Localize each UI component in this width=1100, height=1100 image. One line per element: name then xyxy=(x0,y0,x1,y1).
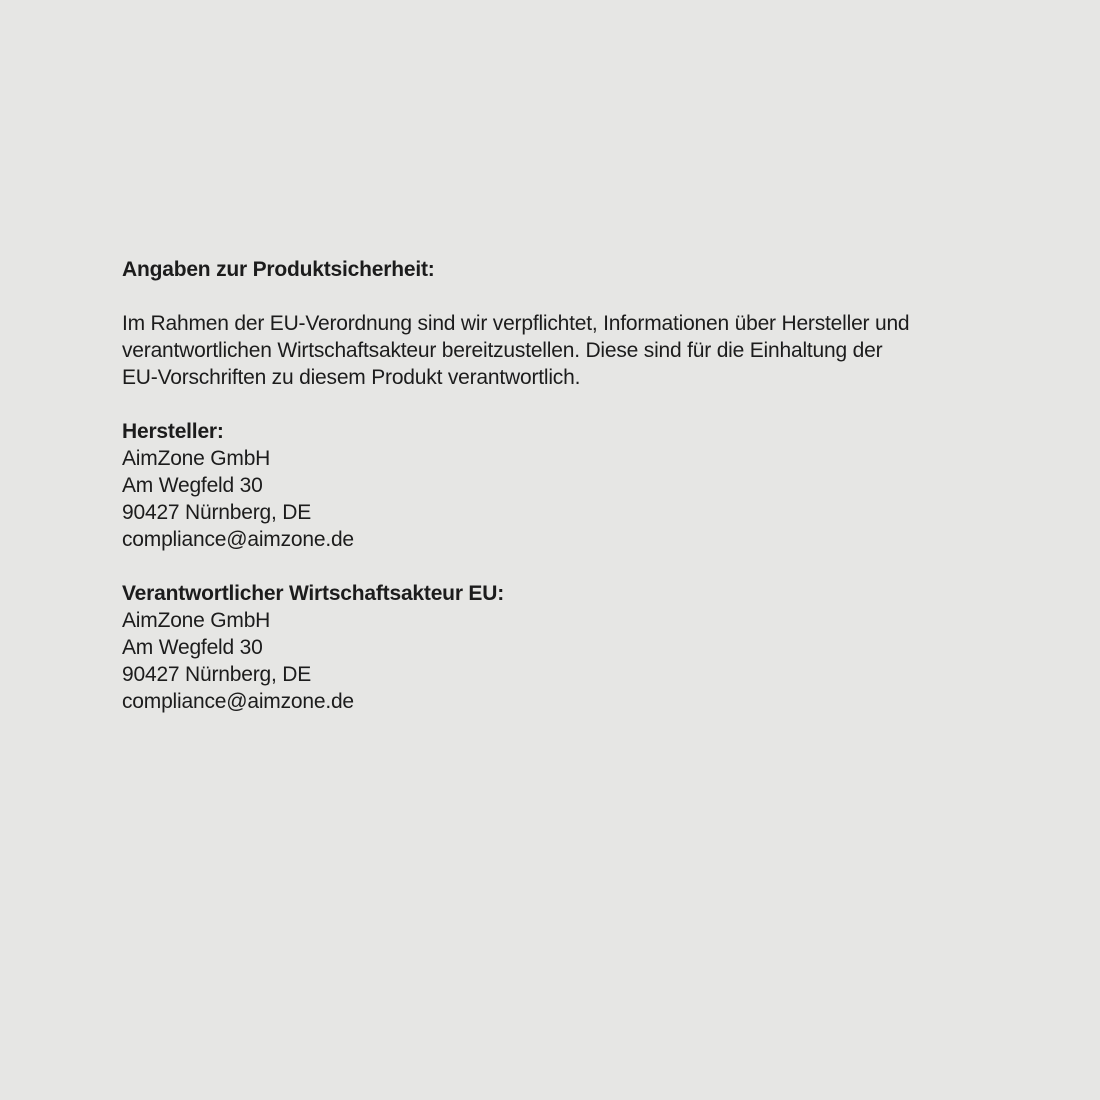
manufacturer-city: 90427 Nürnberg, DE xyxy=(122,501,312,524)
responsible-actor-street: Am Wegfeld 30 xyxy=(122,636,263,659)
manufacturer-company: AimZone GmbH xyxy=(122,447,271,470)
responsible-actor-city: 90427 Nürnberg, DE xyxy=(122,663,312,686)
manufacturer-street: Am Wegfeld 30 xyxy=(122,474,263,497)
responsible-actor-block xyxy=(122,580,909,715)
product-safety-heading: Angaben zur Produktsicherheit: xyxy=(122,258,435,281)
responsible-actor-heading: Verantwortlicher Wirtschaftsakteur EU: xyxy=(122,582,504,605)
intro-line: verantwortlichen Wirtschaftsakteur bereitzustellen. Diese sind für die Einhaltung der xyxy=(122,339,883,362)
manufacturer-heading: Hersteller: xyxy=(122,420,224,443)
intro-line: EU-Vorschriften zu diesem Produkt verantwortlich. xyxy=(122,366,581,389)
intro-paragraph xyxy=(122,310,909,391)
manufacturer-block xyxy=(122,418,909,553)
responsible-actor-email: compliance@aimzone.de xyxy=(122,690,354,713)
responsible-actor-company: AimZone GmbH xyxy=(122,609,271,632)
manufacturer-email: compliance@aimzone.de xyxy=(122,528,354,551)
product-safety-section xyxy=(122,256,909,715)
intro-line: Im Rahmen der EU-Verordnung sind wir verpflichtet, Informationen über Hersteller und xyxy=(122,312,910,335)
